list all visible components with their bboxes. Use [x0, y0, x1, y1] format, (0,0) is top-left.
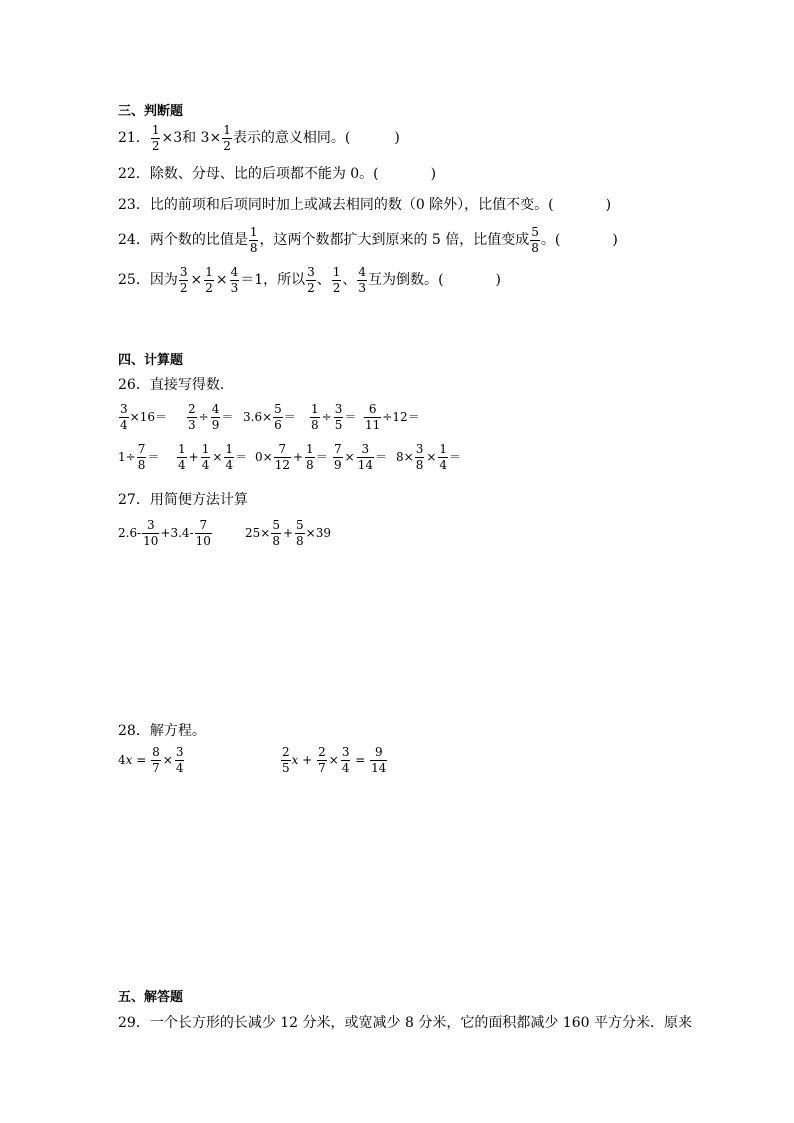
question-text: 互为倒数。: [368, 272, 439, 289]
expression: $\frac{1}{4}$ + $\frac{1}{4}$ × $\frac{1}{4}$ ＝: [178, 442, 248, 472]
expression: 25× $\frac{5}{8}$ + $\frac{5}{8}$ ×39: [245, 518, 331, 548]
question-text: 25．因为: [118, 272, 178, 289]
expression: $\frac{1}{8}$ ÷ $\frac{3}{5}$ ＝: [311, 402, 357, 432]
question-text: ＝1，所以: [240, 272, 306, 289]
fraction: $\frac{4}{3}$: [358, 265, 367, 295]
answer-blank[interactable]: ( ): [554, 232, 618, 249]
question-text: 22．除数、分母、比的后项都不能为 0。: [118, 166, 374, 182]
question-23: [118, 198, 611, 212]
expression: 8× $\frac{3}{8}$ × $\frac{1}{4}$ ＝: [396, 442, 462, 472]
expression: $\frac{3}{4}$ ×16＝: [120, 402, 167, 432]
fraction: $\frac{1}{2}$: [332, 265, 341, 295]
question-text: ×3和 3×: [161, 130, 222, 147]
fraction: $\frac{3}{2}$: [307, 265, 315, 295]
question-text: 表示的意义相同。: [232, 130, 345, 147]
question-text: ，这两个数都扩大到原来的 5 倍，比值变成: [259, 232, 530, 249]
answer-blank[interactable]: ( ): [438, 272, 501, 289]
expression: 0× $\frac{7}{12}$ + $\frac{1}{8}$ ＝: [255, 442, 328, 472]
equation: 4 x = $\frac{8}{7}$ × $\frac{3}{4}$: [118, 745, 184, 775]
question-24: [118, 226, 618, 254]
equation: $\frac{2}{5}$ x + $\frac{2}{7}$ × $\frac{3}{4}$ = $\frac{9}{14}$: [282, 745, 387, 775]
expression: 2.6- $\frac{3}{10}$ +3.4- $\frac{7}{10}$: [118, 518, 211, 548]
answer-blank[interactable]: ( ): [548, 197, 612, 213]
question-25: 25．因为 $\frac{3}{2}$ × $\frac{1}{2}$ × $\frac{4}{3}$ ＝1，所以 $\frac{3}{2}$ 、 $\frac{1}{2}$ 、 $\frac{4}{3}$ 互为倒数。 ( ): [118, 265, 501, 295]
section-title-answer: 五、解答题: [118, 990, 184, 1005]
question-number: 21．: [118, 130, 150, 147]
question-28-title: 28．解方程。: [118, 723, 206, 739]
fraction: $\frac{1}{2}$: [151, 123, 160, 153]
answer-blank[interactable]: ( ): [373, 166, 437, 182]
question-29: 29．一个长方形的长减少 12 分米，或宽减少 8 分米，它的面积都减少 160 平方分米．原来: [118, 1015, 692, 1031]
question-text: 23．比的前项和后项同时加上或减去相同的数（0 除外），比值不变。: [118, 197, 549, 213]
question-21: [118, 124, 400, 152]
fraction: $\frac{3}{2}$: [179, 265, 188, 295]
answer-blank[interactable]: ( ): [344, 130, 400, 147]
expression: $\frac{7}{9}$ × $\frac{3}{14}$ ＝: [334, 442, 387, 472]
fraction: $\frac{1}{2}$: [223, 123, 231, 153]
fraction: $\frac{1}{2}$: [205, 265, 213, 295]
expression: 3.6× $\frac{5}{6}$ ＝: [243, 402, 296, 432]
expression: $\frac{2}{3}$ ÷ $\frac{4}{9}$ ＝: [188, 402, 234, 432]
fraction: $\frac{5}{8}$: [531, 225, 539, 255]
fraction: $\frac{1}{8}$: [249, 225, 258, 255]
section-title-calculation: 四、计算题: [118, 353, 184, 368]
question-22: [118, 167, 436, 181]
question-text: 24．两个数的比值是: [118, 232, 248, 249]
question-26-title: 26．直接写得数．: [118, 377, 234, 393]
section-title-judgement: 三、判断题: [118, 104, 184, 119]
question-27-title: 27．用简便方法计算: [118, 492, 248, 508]
question-text: 。: [540, 232, 555, 249]
expression: 1÷ $\frac{7}{8}$ ＝: [118, 442, 160, 472]
expression: $\frac{6}{11}$ ÷12＝: [365, 402, 420, 432]
fraction: $\frac{4}{3}$: [230, 265, 239, 295]
